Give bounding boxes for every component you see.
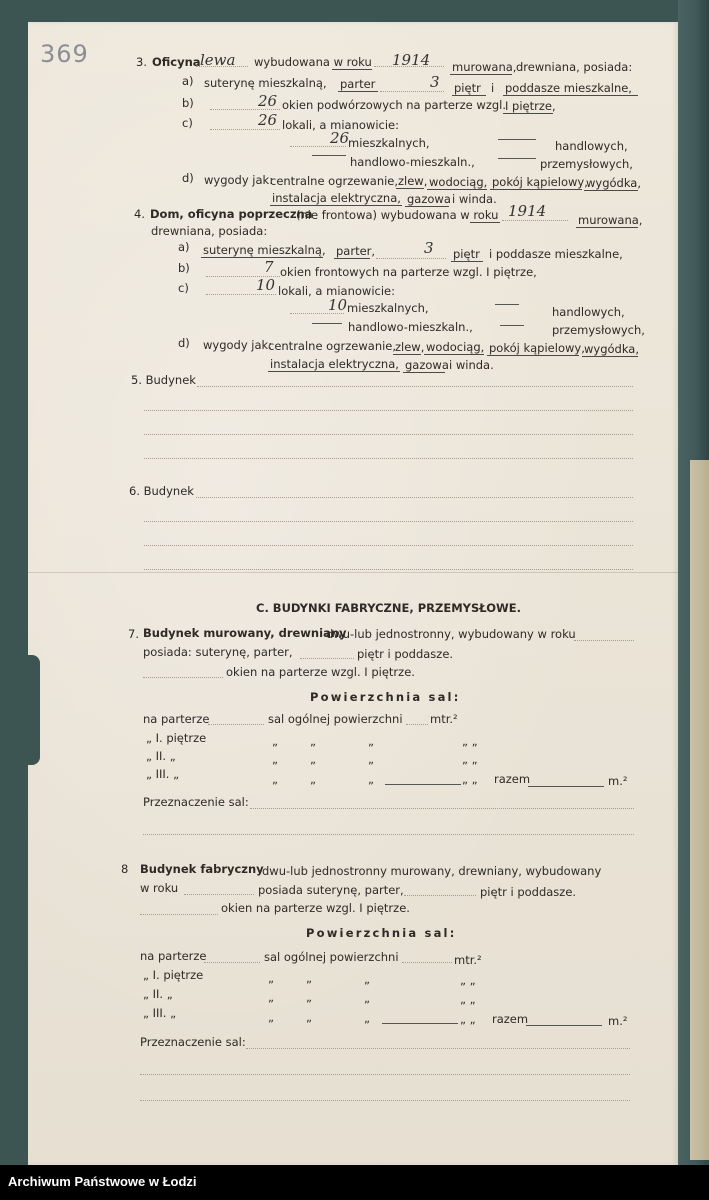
- section-c-title: C. BUDYNKI FABRYCZNE, PRZEMYSŁOWE.: [256, 601, 521, 615]
- s4-material-murowana: murowana,: [578, 213, 643, 227]
- s4-a-letter: a): [178, 240, 190, 254]
- s7-row3-label: „ II. „: [146, 749, 176, 763]
- s7-rest: dwu-lub jednostronny, wybudowany w roku: [326, 627, 576, 641]
- s8-m2: m.²: [608, 1014, 628, 1028]
- s3-c-text: lokali, a mianowicie:: [282, 118, 399, 132]
- s3-c-mieszkalnych: mieszkalnych,: [348, 136, 430, 150]
- s8-row3-label: „ II. „: [143, 987, 173, 1001]
- s4-d-winda: i winda.: [449, 358, 494, 372]
- s7-ditto-7: „: [368, 752, 374, 766]
- s3-d-instalacja: instalacja elektryczna,: [272, 191, 401, 205]
- s3-handwritten-name: lewa: [200, 51, 236, 69]
- s7-ditto-1: „: [272, 734, 278, 748]
- s7-line2: posiada: suterynę, parter,: [143, 645, 293, 659]
- s7-ditto-9: „: [272, 772, 278, 786]
- s4-line2: drewniana, posiada:: [151, 224, 268, 238]
- s7-ditto-3: „: [368, 734, 374, 748]
- s3-a-letter: a): [182, 74, 194, 88]
- s3-a-i: i: [491, 81, 495, 95]
- s4-d-wygody: wygody jak:: [203, 338, 273, 352]
- s4-d-instalacja: instalacja elektryczna,: [270, 357, 399, 371]
- s8-row2-label: „ I. piętrze: [143, 968, 204, 982]
- adjacent-page-edge: [690, 460, 709, 1160]
- s3-d-wodociag: wodociąg,: [429, 175, 488, 189]
- s8-title: Budynek fabryczny: [140, 862, 264, 876]
- s3-lead: 3.: [136, 55, 147, 69]
- s3-c-handlowych: handlowych,: [555, 139, 628, 153]
- s4-c-text: lokali, a mianowicie:: [278, 284, 395, 298]
- s8-ditto-4: „ „: [460, 973, 476, 987]
- s8-ditto-3: „: [364, 972, 370, 986]
- s3-a-suteryne: suterynę mieszkalną,: [204, 76, 327, 90]
- s4-b-letter: b): [178, 261, 190, 275]
- s7-ditto-5: „: [272, 752, 278, 766]
- s3-c-letter: c): [182, 116, 193, 130]
- s3-c-przemyslowych: przemysłowych,: [540, 157, 633, 171]
- s3-d-letter: d): [182, 171, 194, 185]
- s3-d-gazowa: gazowa: [407, 192, 451, 206]
- s7-line2b: piętr i poddasze.: [357, 647, 454, 661]
- s3-d-winda: i winda.: [452, 192, 497, 206]
- s8-ditto-8: „ „: [460, 992, 476, 1006]
- s7-row1-label: na parterze: [143, 712, 210, 726]
- s4-a-rest: i poddasze mieszkalne,: [489, 247, 623, 261]
- s4-c-handlowych: handlowych,: [552, 305, 625, 319]
- s4-d-gazowa: gazowa: [405, 358, 449, 372]
- s8-row4-label: „ III. „: [143, 1006, 177, 1020]
- s4-d-wodociag: wodociąg,: [426, 340, 485, 354]
- s8-razem: razem: [492, 1012, 529, 1026]
- s3-c-number: 26: [258, 111, 278, 129]
- s3-a-parter: parter: [340, 77, 376, 91]
- s8-ditto-10: „: [306, 1010, 312, 1024]
- s3-a-pietr: piętr: [454, 81, 481, 95]
- s3-b-text: okien podwórzowych na parterze wzgl.: [282, 98, 507, 112]
- s3-built: wybudowana w roku: [254, 55, 372, 69]
- s4-b-number: 7: [264, 258, 274, 276]
- archive-footer: [0, 1165, 709, 1200]
- s4-c-letter: c): [178, 281, 189, 295]
- s4-a-suteryne: suterynę mieszkalną,: [203, 243, 326, 257]
- s6-label: 6. Budynek: [129, 484, 194, 498]
- s7-row2-label: „ I. piętrze: [146, 731, 207, 745]
- s8-line2b: posiada suterynę, parter,: [258, 883, 404, 897]
- s4-lead: 4.: [134, 207, 145, 221]
- s8-ditto-2: „: [306, 971, 312, 985]
- s8-line2a: w roku: [140, 881, 179, 895]
- s8-ditto-5: „: [268, 990, 274, 1004]
- s3-material-rest: drewniana, posiada:: [516, 60, 633, 74]
- s3-material-murowana: murowana,: [452, 60, 517, 74]
- s8-lead: 8: [121, 862, 129, 876]
- s3-a-floors: 3: [430, 73, 440, 91]
- page-tear: [28, 655, 40, 765]
- s8-ditto-7: „: [364, 991, 370, 1005]
- s7-ditto-8: „ „: [462, 752, 478, 766]
- archive-mark: 369: [40, 40, 89, 68]
- s3-d-wygody: wygody jak:: [204, 173, 274, 187]
- s4-d-wygodka: wygódka,: [584, 342, 640, 356]
- s7-razem: razem: [494, 772, 531, 786]
- s7-m2: m.²: [608, 774, 628, 788]
- s8-row1-unit: mtr.²: [454, 953, 482, 967]
- s5-label: 5. Budynek: [131, 373, 196, 387]
- s4-b-text: okien frontowych na parterze wzgl. I piętrze,: [280, 265, 537, 279]
- s4-subtitle: (nie frontowa) wybudowana w roku: [296, 208, 499, 222]
- s7-ditto-4: „ „: [462, 734, 478, 748]
- s8-ditto-9: „: [268, 1010, 274, 1024]
- s7-row-sal: sal ogólnej powierzchni: [268, 712, 403, 726]
- s8-ditto-12: „ „: [460, 1012, 476, 1026]
- s7-ditto-2: „: [310, 734, 316, 748]
- s3-b-number: 26: [258, 92, 278, 110]
- s4-c-przemyslowych: przemysłowych,: [552, 323, 645, 337]
- s3-d-wygodka: wygódka,: [586, 176, 642, 190]
- s8-row1-label: na parterze: [140, 949, 207, 963]
- s3-b-letter: b): [182, 96, 194, 110]
- s8-ditto-1: „: [268, 971, 274, 985]
- s4-d-centralne: centralne ogrzewanie,: [268, 339, 397, 353]
- s4-d-pokoj: pokój kąpielowy,: [489, 341, 585, 355]
- s7-lead: 7.: [128, 627, 139, 641]
- s8-line3: okien na parterze wzgl. I piętrze.: [221, 901, 410, 915]
- s7-title: Budynek murowany, drewniany: [143, 626, 347, 640]
- s4-year: 1914: [508, 202, 547, 220]
- s4-d-letter: d): [178, 336, 190, 350]
- s7-ditto-10: „: [310, 772, 316, 786]
- s8-row-sal: sal ogólnej powierzchni: [264, 950, 399, 964]
- s8-pow-title: Powierzchnia sal:: [306, 926, 457, 940]
- s3-year: 1914: [392, 51, 431, 69]
- s4-c-mieszkalnych: mieszkalnych,: [347, 301, 429, 315]
- s8-ditto-6: „: [306, 990, 312, 1004]
- s4-c-handl-mieszk: handlowo-mieszkaln.,: [348, 320, 473, 334]
- s4-a-parter: parter,: [336, 244, 376, 258]
- s4-c-mieszk-number: 10: [328, 296, 348, 314]
- s7-row4-label: „ III. „: [146, 767, 180, 781]
- s4-a-pietr: piętr: [453, 247, 480, 261]
- s4-d-zlew: zlew,: [395, 340, 425, 354]
- s7-ditto-12: „ „: [462, 772, 478, 786]
- s7-ditto-11: „: [368, 772, 374, 786]
- s3-title: Oficyna: [152, 55, 201, 69]
- s3-c-mieszk-number: 26: [330, 129, 350, 147]
- s8-line2c: piętr i poddasze.: [480, 885, 577, 899]
- s3-b-pietrze: I piętrze,: [505, 99, 556, 113]
- s7-line3: okien na parterze wzgl. I piętrze.: [226, 665, 415, 679]
- s8-rest: dwu-lub jednostronny murowany, drewniany, wybudowany: [262, 864, 602, 878]
- s4-c-number: 10: [256, 276, 276, 294]
- page-fold: [28, 572, 678, 573]
- s3-d-centralne: centralne ogrzewanie,: [270, 174, 399, 188]
- s3-a-poddasze: poddasze mieszkalne,: [505, 81, 632, 95]
- s4-a-floors: 3: [424, 239, 434, 257]
- s4-title: Dom, oficyna poprzeczna: [150, 207, 313, 221]
- s7-ditto-6: „: [310, 752, 316, 766]
- s3-c-handl-mieszk: handlowo-mieszkaln.,: [350, 155, 475, 169]
- s3-d-pokoj: pokój kąpielowy,: [492, 175, 588, 189]
- s8-ditto-11: „: [364, 1011, 370, 1025]
- archive-footer-text: Archiwum Państwowe w Łodzi: [8, 1174, 197, 1189]
- s7-pow-title: Powierzchnia sal:: [310, 690, 461, 704]
- s8-przeznaczenie: Przeznaczenie sal:: [140, 1035, 246, 1049]
- s7-row1-unit: mtr.²: [430, 712, 458, 726]
- s3-d-zlew: zlew,: [398, 174, 428, 188]
- s7-przeznaczenie: Przeznaczenie sal:: [143, 795, 249, 809]
